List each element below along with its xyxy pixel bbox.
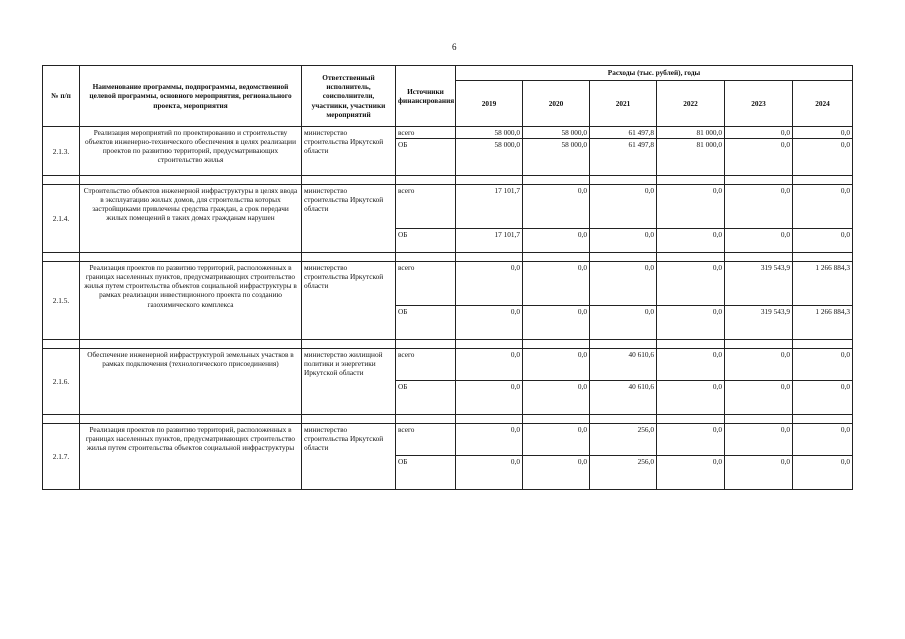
spacer-row	[43, 415, 853, 424]
row-executor: министерство строительства Иркутской области	[302, 262, 396, 340]
spacer-cell	[523, 340, 590, 349]
row-number: 2.1.6.	[43, 349, 80, 415]
value-cell: 0,0	[523, 262, 590, 306]
value-cell: 0,0	[793, 381, 853, 415]
header-expenses: Расходы (тыс. рублей), годы	[456, 66, 853, 81]
row-name: Реализация проектов по развитию территорий, расположенных в границах населенных пунктов, предусматривающих строительство жилья путем строительства объектов социальной инфраструктуры	[80, 424, 302, 490]
header-executor: Ответственный исполнитель, соисполнители, участники, участники мероприятий	[302, 66, 396, 127]
value-cell: 61 497,8	[590, 139, 657, 176]
value-cell: 0,0	[523, 185, 590, 229]
table-row	[43, 424, 853, 456]
value-cell: 0,0	[523, 306, 590, 340]
value-cell: 0,0	[590, 229, 657, 253]
value-cell: 0,0	[590, 262, 657, 306]
row-source: ОБ	[396, 306, 456, 340]
header-year: 2022	[657, 81, 725, 127]
spacer-cell	[456, 415, 523, 424]
row-name: Реализация мероприятий по проектированию и строительству объектов инженерно-технического обеспечения в целях реализации проектов по развитию территорий, предусматривающих строительство жилья	[80, 127, 302, 176]
value-cell: 0,0	[657, 306, 725, 340]
spacer-cell	[396, 340, 456, 349]
spacer-cell	[80, 176, 302, 185]
header-num: № п/п	[43, 66, 80, 127]
row-source: ОБ	[396, 139, 456, 176]
spacer-row	[43, 176, 853, 185]
row-number: 2.1.5.	[43, 262, 80, 340]
row-executor: министерство строительства Иркутской области	[302, 127, 396, 176]
spacer-cell	[302, 415, 396, 424]
value-cell: 0,0	[657, 381, 725, 415]
spacer-cell	[657, 340, 725, 349]
value-cell: 17 101,7	[456, 229, 523, 253]
row-executor: министерство строительства Иркутской области	[302, 185, 396, 253]
value-cell: 0,0	[725, 456, 793, 490]
spacer-cell	[80, 340, 302, 349]
spacer-cell	[657, 253, 725, 262]
row-source: всего	[396, 424, 456, 456]
spacer-cell	[456, 253, 523, 262]
row-source: всего	[396, 262, 456, 306]
spacer-cell	[302, 176, 396, 185]
value-cell: 256,0	[590, 456, 657, 490]
row-source: всего	[396, 185, 456, 229]
value-cell: 58 000,0	[523, 139, 590, 176]
spacer-cell	[396, 415, 456, 424]
value-cell: 0,0	[590, 185, 657, 229]
header-source: Источники финансирования	[396, 66, 456, 127]
spacer-cell	[43, 340, 80, 349]
value-cell: 256,0	[590, 424, 657, 456]
value-cell: 1 266 884,3	[793, 306, 853, 340]
spacer-cell	[456, 176, 523, 185]
value-cell: 0,0	[793, 349, 853, 381]
value-cell: 0,0	[725, 424, 793, 456]
spacer-cell	[43, 253, 80, 262]
spacer-cell	[590, 415, 657, 424]
value-cell: 40 610,6	[590, 349, 657, 381]
spacer-cell	[725, 340, 793, 349]
value-cell: 0,0	[456, 262, 523, 306]
spacer-cell	[657, 176, 725, 185]
spacer-cell	[590, 253, 657, 262]
value-cell: 81 000,0	[657, 139, 725, 176]
value-cell: 0,0	[793, 424, 853, 456]
table-row	[43, 262, 853, 306]
value-cell: 0,0	[725, 127, 793, 139]
table-row	[43, 185, 853, 229]
spacer-cell	[302, 340, 396, 349]
value-cell: 58 000,0	[523, 127, 590, 139]
value-cell: 0,0	[725, 185, 793, 229]
value-cell: 319 543,9	[725, 306, 793, 340]
value-cell: 0,0	[793, 139, 853, 176]
spacer-cell	[43, 415, 80, 424]
spacer-cell	[590, 340, 657, 349]
value-cell: 0,0	[725, 381, 793, 415]
spacer-cell	[302, 253, 396, 262]
value-cell: 0,0	[793, 127, 853, 139]
value-cell: 319 543,9	[725, 262, 793, 306]
value-cell: 0,0	[590, 306, 657, 340]
row-number: 2.1.7.	[43, 424, 80, 490]
value-cell: 0,0	[456, 381, 523, 415]
value-cell: 58 000,0	[456, 139, 523, 176]
spacer-cell	[793, 253, 853, 262]
spacer-cell	[396, 176, 456, 185]
spacer-cell	[523, 253, 590, 262]
value-cell: 0,0	[793, 456, 853, 490]
value-cell: 0,0	[657, 349, 725, 381]
value-cell: 0,0	[657, 424, 725, 456]
spacer-cell	[793, 340, 853, 349]
row-source: ОБ	[396, 456, 456, 490]
value-cell: 81 000,0	[657, 127, 725, 139]
spacer-cell	[725, 415, 793, 424]
value-cell: 0,0	[456, 349, 523, 381]
row-source: ОБ	[396, 229, 456, 253]
spacer-cell	[793, 176, 853, 185]
spacer-cell	[523, 176, 590, 185]
value-cell: 0,0	[523, 229, 590, 253]
row-name: Реализация проектов по развитию территорий, расположенных в границах населенных пунктов, предусматривающих строительство жилья путем строительства объектов социальной инфраструктуры в рамках реализации инвестиционного проекта по созданию газохимического комплекса	[80, 262, 302, 340]
value-cell: 61 497,8	[590, 127, 657, 139]
budget-table	[42, 65, 853, 490]
spacer-cell	[456, 340, 523, 349]
value-cell: 0,0	[657, 185, 725, 229]
value-cell: 17 101,7	[456, 185, 523, 229]
header-year: 2020	[523, 81, 590, 127]
spacer-cell	[523, 415, 590, 424]
value-cell: 0,0	[523, 381, 590, 415]
spacer-cell	[725, 176, 793, 185]
value-cell: 0,0	[725, 139, 793, 176]
spacer-row	[43, 340, 853, 349]
value-cell: 0,0	[793, 185, 853, 229]
value-cell: 0,0	[523, 424, 590, 456]
value-cell: 0,0	[456, 306, 523, 340]
row-source: всего	[396, 349, 456, 381]
page-number: 6	[452, 42, 457, 52]
header-name: Наименование программы, подпрограммы, ведомственной целевой программы, основного мероприятия, регионального проекта, мероприятия	[80, 66, 302, 127]
value-cell: 0,0	[523, 456, 590, 490]
row-source: ОБ	[396, 381, 456, 415]
value-cell: 0,0	[657, 229, 725, 253]
value-cell: 0,0	[725, 229, 793, 253]
spacer-cell	[396, 253, 456, 262]
header-year: 2023	[725, 81, 793, 127]
table-row	[43, 349, 853, 381]
spacer-cell	[725, 253, 793, 262]
spacer-cell	[80, 415, 302, 424]
value-cell: 0,0	[523, 349, 590, 381]
header-year: 2021	[590, 81, 657, 127]
spacer-cell	[80, 253, 302, 262]
value-cell: 1 266 884,3	[793, 262, 853, 306]
value-cell: 58 000,0	[456, 127, 523, 139]
row-name: Строительство объектов инженерной инфраструктуры в целях ввода в эксплуатацию жилых домов, для строительства которых застройщиками привлечены средства граждан, а срок передачи жилых помещений в таких домах гражданам нарушен	[80, 185, 302, 253]
value-cell: 0,0	[456, 456, 523, 490]
value-cell: 0,0	[793, 229, 853, 253]
table-body	[43, 127, 853, 490]
row-name: Обеспечение инженерной инфраструктурой земельных участков в рамках подключения (технологического присоединения)	[80, 349, 302, 415]
spacer-cell	[657, 415, 725, 424]
value-cell: 0,0	[725, 349, 793, 381]
row-number: 2.1.3.	[43, 127, 80, 176]
row-number: 2.1.4.	[43, 185, 80, 253]
value-cell: 0,0	[456, 424, 523, 456]
spacer-cell	[793, 415, 853, 424]
header-year: 2019	[456, 81, 523, 127]
value-cell: 40 610,6	[590, 381, 657, 415]
table-row	[43, 127, 853, 139]
header-year: 2024	[793, 81, 853, 127]
spacer-cell	[590, 176, 657, 185]
spacer-row	[43, 253, 853, 262]
value-cell: 0,0	[657, 262, 725, 306]
value-cell: 0,0	[657, 456, 725, 490]
row-source: всего	[396, 127, 456, 139]
row-executor: министерство жилищной политики и энергетики Иркутской области	[302, 349, 396, 415]
row-executor: министерство строительства Иркутской области	[302, 424, 396, 490]
spacer-cell	[43, 176, 80, 185]
